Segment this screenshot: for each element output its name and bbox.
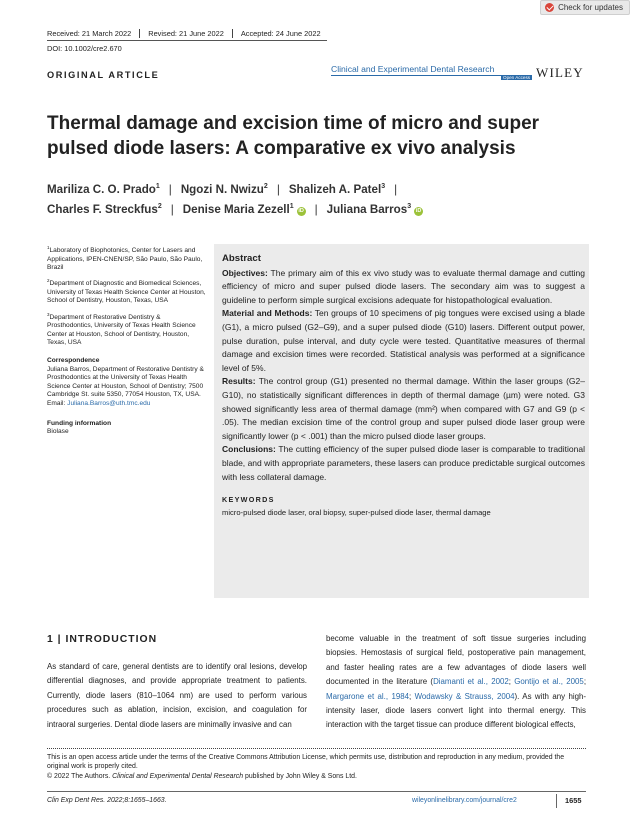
author-affil-sup: 1	[289, 203, 294, 210]
check-updates-icon	[545, 3, 554, 12]
accepted-date: Accepted: 24 June 2022	[232, 29, 329, 38]
affiliation-sup: 1	[47, 245, 50, 250]
author-separator: |	[168, 183, 172, 196]
affiliation-text: Department of Restorative Dentistry & Prosthodontics, University of Texas Health Science Center at Houston, School of Dentistry, Houston, Texas, USA	[47, 313, 196, 347]
publisher-logo: WILEY	[536, 65, 584, 80]
intro-text: ;	[583, 677, 587, 687]
journal-citation: Clin Exp Dent Res. 2022;8:1655–1663.	[47, 797, 167, 804]
copyright-journal: Clinical and Experimental Dental Research	[112, 772, 244, 780]
abstract-content	[222, 252, 585, 518]
journal-url-link[interactable]: wileyonlinelibrary.com/journal/cre2	[412, 797, 517, 804]
correspondence-email-line	[47, 400, 207, 409]
abstract-conclusions	[222, 443, 585, 484]
affiliation-text: Laboratory of Biophotonics, Center for Lasers and Applications, IPEN-CNEN/SP, São Paulo, São Paulo, Brazil	[47, 247, 203, 272]
author-name[interactable]: Ngozi N. Nwizu	[180, 183, 264, 196]
funding-text: Biolase	[47, 428, 69, 436]
open-access-badge: Open Access	[503, 75, 531, 80]
revised-date: Revised: 21 June 2022	[139, 29, 232, 38]
affiliations-column	[47, 244, 207, 437]
author-affil-sup: 2	[157, 203, 162, 210]
methods-text: Ten groups of 10 specimens of pig tongues were excised using a blade (G1), a micro pulsed (G2–G9), and a super pulsed diode (G10) lasers. Different output power, pulse duration, pulse interval, and duty cycle were tested. Quantitative measures of thermal damage and excision times were recorded. Statistical analysis was performed at a significance level of 5%.	[222, 308, 585, 373]
doi[interactable]: DOI: 10.1002/cre2.670	[47, 44, 122, 53]
author-separator: |	[394, 183, 398, 196]
orcid-icon[interactable]: iD	[415, 208, 422, 214]
affiliation-3	[47, 311, 207, 348]
email-link[interactable]: Juliana.Barros@uth.tmc.edu	[67, 399, 151, 407]
header-divider	[47, 40, 327, 41]
author-name[interactable]: Mariliza C. O. Prado	[47, 183, 156, 196]
copyright-line	[47, 772, 586, 781]
intro-text: ;	[508, 677, 515, 687]
intro-text: ;	[409, 691, 415, 701]
footer-dotted-divider	[47, 748, 586, 749]
citation-link[interactable]: Gontijo et al., 2005	[514, 677, 584, 687]
email-label: Email:	[47, 399, 68, 407]
check-for-updates-button[interactable]	[540, 0, 630, 15]
copyright-text: published by John Wiley & Sons Ltd.	[243, 772, 357, 780]
affiliation-sup: 2	[47, 278, 50, 284]
author-affil-sup: 1	[155, 183, 160, 190]
citation-link[interactable]: Wodawsky & Strauss, 2004	[414, 691, 515, 701]
intro-right-column	[326, 632, 586, 733]
author-affil-sup: 2	[263, 183, 268, 190]
check-updates-label: Check for updates	[558, 3, 623, 12]
citation-link[interactable]: Diamanti et al., 2002	[433, 677, 509, 687]
abstract-objectives	[222, 267, 585, 308]
correspondence-heading: Correspondence	[47, 356, 100, 364]
author-affil-sup: 3	[381, 183, 386, 190]
author-separator: |	[314, 203, 318, 216]
funding-heading: Funding information	[47, 419, 112, 427]
citation-link[interactable]: Margarone et al., 1984	[326, 691, 409, 701]
affiliation-text: Department of Diagnostic and Biomedical Sciences, University of Texas Health Science Center at Houston, School of Dentistry, Houston, Texas, USA	[47, 280, 206, 305]
journal-underline	[331, 75, 509, 76]
affiliation-sup: 3	[47, 311, 50, 317]
results-label: Results:	[222, 376, 256, 387]
intro-left-column: As standard of care, general dentists are to identify oral lesions, develop differential diagnoses, and provide appropriate treatment to patients. Currently, diode lasers (810–1064 nm) are used to perform various procedures such as ablation, incision, excision, and coagulation for intraoral surgeries. Dental diode lasers are minimally invasive and can	[47, 662, 307, 729]
methods-label: Material and Methods:	[222, 308, 313, 319]
keywords-heading: KEYWORDS	[222, 495, 275, 505]
conclusions-text: The cutting efficiency of the super pulsed diode laser is comparable to traditional blade, and with appropriate parameters, these lasers can produce predictable surgical outcomes with less collateral damage.	[222, 444, 585, 482]
received-date: Received: 21 March 2022	[47, 29, 132, 38]
abstract-methods	[222, 307, 585, 375]
author-line-1	[47, 183, 406, 196]
introduction-heading: 1 | INTRODUCTION	[47, 634, 158, 645]
orcid-icon[interactable]: iD	[298, 208, 304, 214]
author-separator: |	[170, 203, 174, 216]
page-number: 1655	[556, 794, 581, 808]
abstract-results	[222, 375, 585, 443]
correspondence-text: Juliana Barros, Department of Restorative Dentistry & Prosthodontics at the University of Texas Health Science Center at Houston, School of Dentistry; 7500 Cambridge St. suite 5350, 77054 Houston, TX, USA.	[47, 365, 204, 399]
author-affil-sup: 3	[407, 203, 412, 210]
copyright-text: © 2022 The Authors.	[47, 772, 113, 780]
author-name[interactable]: Shalizeh A. Patel	[288, 183, 382, 196]
journal-name-link[interactable]: Clinical and Experimental Dental Research	[331, 64, 495, 74]
footer-divider	[47, 791, 586, 792]
license-text: This is an open access article under the terms of the Creative Commons Attribution License, which permits use, distribution and reproduction in any medium, provided the original work is properly cited.	[47, 754, 565, 771]
article-title: Thermal damage and excision time of micro and super pulsed diode lasers: A comparative ex vivo analysis	[47, 113, 540, 159]
article-dates	[47, 29, 329, 38]
article-type: ORIGINAL ARTICLE	[47, 70, 160, 80]
license-notice	[47, 753, 586, 781]
author-line-2	[47, 203, 423, 216]
results-text: The control group (G1) presented no thermal damage. Within the laser groups (G2–G10), no statistically significant differences in depth of thermal damage (µm) were noted. G3 showed significantly less area of thermal damage (mm²) when compared with G7 and G9 (p < .05). The median excision time of the control group and super pulsed diode laser group were significantly lower (p < .001) than the micro pulsed diode laser groups.	[222, 376, 585, 441]
author-name[interactable]: Denise Maria Zezell	[182, 203, 290, 216]
abstract-heading: Abstract	[222, 253, 261, 264]
objectives-label: Objectives:	[222, 267, 268, 278]
abstract-box	[214, 244, 589, 598]
intro-text: become valuable in the treatment of soft tissue surgeries including biopsies. Hemostasis of surgical field, postoperative pain management, and faster healing rates are a few advantages of diode lasers well documented in the literature (	[326, 634, 586, 687]
author-name[interactable]: Charles F. Streckfus	[47, 203, 158, 216]
intro-text: ). As with any high-intensity laser, diode lasers convert light into thermal energy. This interaction with the target tissue can produce different biological effects,	[326, 691, 586, 730]
conclusions-label: Conclusions:	[222, 444, 276, 455]
objectives-text: The primary aim of this ex vivo study was to evaluate thermal damage and cutting efficiency of micro and super pulsed diode lasers. The secondary aim was to suggest a guideline to perform simple surgical excisions adequate for histopathological evaluation.	[222, 267, 585, 305]
keywords-text: micro-pulsed diode laser, oral biopsy, super-pulsed diode laser, thermal damage	[222, 507, 491, 517]
affiliation-2	[47, 277, 207, 306]
author-separator: |	[276, 183, 280, 196]
affiliation-1	[47, 244, 207, 273]
author-name[interactable]: Juliana Barros	[326, 203, 408, 216]
